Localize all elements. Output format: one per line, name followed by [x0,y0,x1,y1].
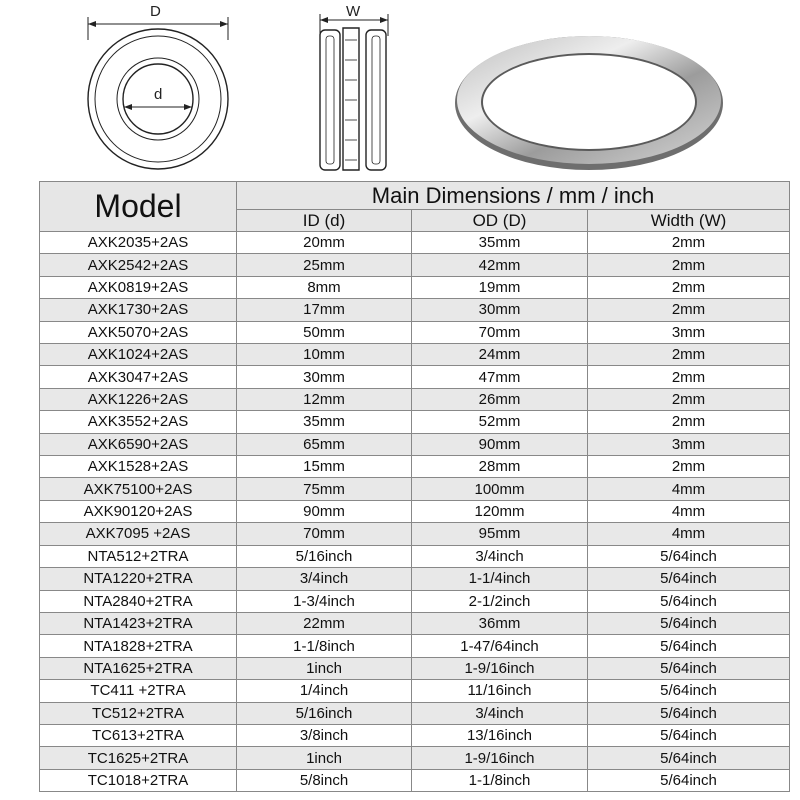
width-cell: 5/64inch [588,747,790,769]
id-cell: 1inch [237,657,412,679]
id-cell: 50mm [237,321,412,343]
model-cell: AXK90120+2AS [40,500,237,522]
od-cell: 13/16inch [412,724,588,746]
width-cell: 2mm [588,411,790,433]
specification-table [39,181,790,792]
od-cell: 11/16inch [412,680,588,702]
width-cell: 5/64inch [588,702,790,724]
model-cell: AXK75100+2AS [40,478,237,500]
width-cell: 5/64inch [588,657,790,679]
id-cell: 5/16inch [237,702,412,724]
outer-diameter-label: D [150,3,161,20]
width-cell: 3mm [588,433,790,455]
id-cell: 25mm [237,254,412,276]
table-row [40,568,790,590]
id-cell: 1/4inch [237,680,412,702]
table-row [40,321,790,343]
od-cell: 30mm [412,299,588,321]
od-cell: 52mm [412,411,588,433]
model-cell: AXK2542+2AS [40,254,237,276]
width-cell: 2mm [588,456,790,478]
width-cell: 4mm [588,500,790,522]
od-cell: 47mm [412,366,588,388]
id-cell: 3/4inch [237,568,412,590]
width-cell: 5/64inch [588,680,790,702]
model-cell: AXK1024+2AS [40,344,237,366]
table-row [40,724,790,746]
width-cell: 2mm [588,254,790,276]
od-cell: 1-1/4inch [412,568,588,590]
table-row [40,702,790,724]
model-cell: AXK6590+2AS [40,433,237,455]
od-cell: 26mm [412,388,588,410]
model-cell: TC411 +2TRA [40,680,237,702]
main-dimensions-header: Main Dimensions / mm / inch [237,182,790,210]
od-cell: 90mm [412,433,588,455]
width-cell: 2mm [588,344,790,366]
width-column-header: Width (W) [588,210,790,232]
width-cell: 3mm [588,321,790,343]
table-row [40,523,790,545]
id-cell: 8mm [237,276,412,298]
od-cell: 2-1/2inch [412,590,588,612]
od-cell: 1-9/16inch [412,747,588,769]
model-cell: TC512+2TRA [40,702,237,724]
model-cell: NTA1828+2TRA [40,635,237,657]
width-cell: 2mm [588,299,790,321]
table-row [40,232,790,254]
table-row [40,433,790,455]
washer-image [448,30,730,180]
width-cell: 2mm [588,276,790,298]
model-cell: TC613+2TRA [40,724,237,746]
table-row [40,388,790,410]
id-cell: 1-1/8inch [237,635,412,657]
table-row [40,299,790,321]
width-cell: 4mm [588,478,790,500]
inner-diameter-label: d [154,86,163,103]
side-view-diagram [300,0,410,180]
od-cell: 70mm [412,321,588,343]
id-cell: 17mm [237,299,412,321]
od-cell: 100mm [412,478,588,500]
width-cell: 4mm [588,523,790,545]
model-cell: AXK1730+2AS [40,299,237,321]
id-cell: 12mm [237,388,412,410]
table-row [40,344,790,366]
table-row [40,411,790,433]
id-cell: 5/8inch [237,769,412,791]
table-row [40,747,790,769]
model-cell: TC1625+2TRA [40,747,237,769]
id-cell: 30mm [237,366,412,388]
model-header: Model [40,182,237,232]
od-cell: 1-47/64inch [412,635,588,657]
width-cell: 5/64inch [588,724,790,746]
model-cell: NTA1423+2TRA [40,612,237,634]
width-cell: 2mm [588,232,790,254]
model-cell: AXK3047+2AS [40,366,237,388]
product-figures [0,0,800,180]
table-row [40,612,790,634]
id-cell: 70mm [237,523,412,545]
table-row [40,680,790,702]
table-body [40,232,790,792]
table-row [40,478,790,500]
id-cell: 15mm [237,456,412,478]
id-cell: 65mm [237,433,412,455]
model-cell: AXK2035+2AS [40,232,237,254]
model-cell: NTA2840+2TRA [40,590,237,612]
width-cell: 5/64inch [588,545,790,567]
front-view-diagram [80,0,240,172]
table-row [40,366,790,388]
od-cell: 19mm [412,276,588,298]
id-cell: 90mm [237,500,412,522]
model-cell: TC1018+2TRA [40,769,237,791]
model-cell: NTA1220+2TRA [40,568,237,590]
model-cell: AXK3552+2AS [40,411,237,433]
model-cell: AXK1226+2AS [40,388,237,410]
od-cell: 24mm [412,344,588,366]
id-column-header: ID (d) [237,210,412,232]
od-cell: 3/4inch [412,545,588,567]
width-cell: 2mm [588,388,790,410]
width-label: W [346,3,361,20]
id-cell: 1inch [237,747,412,769]
od-cell: 28mm [412,456,588,478]
od-cell: 35mm [412,232,588,254]
table-row [40,590,790,612]
od-cell: 36mm [412,612,588,634]
id-cell: 20mm [237,232,412,254]
width-cell: 5/64inch [588,769,790,791]
model-cell: NTA1625+2TRA [40,657,237,679]
table-row [40,276,790,298]
model-cell: NTA512+2TRA [40,545,237,567]
od-column-header: OD (D) [412,210,588,232]
id-cell: 10mm [237,344,412,366]
od-cell: 120mm [412,500,588,522]
width-cell: 5/64inch [588,635,790,657]
width-cell: 5/64inch [588,590,790,612]
table-row [40,545,790,567]
od-cell: 1-1/8inch [412,769,588,791]
width-cell: 5/64inch [588,612,790,634]
id-cell: 1-3/4inch [237,590,412,612]
id-cell: 35mm [237,411,412,433]
table-row [40,657,790,679]
washer-photo [448,30,730,180]
side-view-drawing [300,0,410,180]
model-cell: AXK7095 +2AS [40,523,237,545]
table-row [40,769,790,791]
id-cell: 22mm [237,612,412,634]
width-cell: 2mm [588,366,790,388]
od-cell: 42mm [412,254,588,276]
table-row [40,456,790,478]
id-cell: 75mm [237,478,412,500]
model-cell: AXK5070+2AS [40,321,237,343]
od-cell: 95mm [412,523,588,545]
od-cell: 3/4inch [412,702,588,724]
width-cell: 5/64inch [588,568,790,590]
model-cell: AXK1528+2AS [40,456,237,478]
table-row [40,500,790,522]
id-cell: 3/8inch [237,724,412,746]
od-cell: 1-9/16inch [412,657,588,679]
id-cell: 5/16inch [237,545,412,567]
table-row [40,254,790,276]
model-cell: AXK0819+2AS [40,276,237,298]
table-row [40,635,790,657]
